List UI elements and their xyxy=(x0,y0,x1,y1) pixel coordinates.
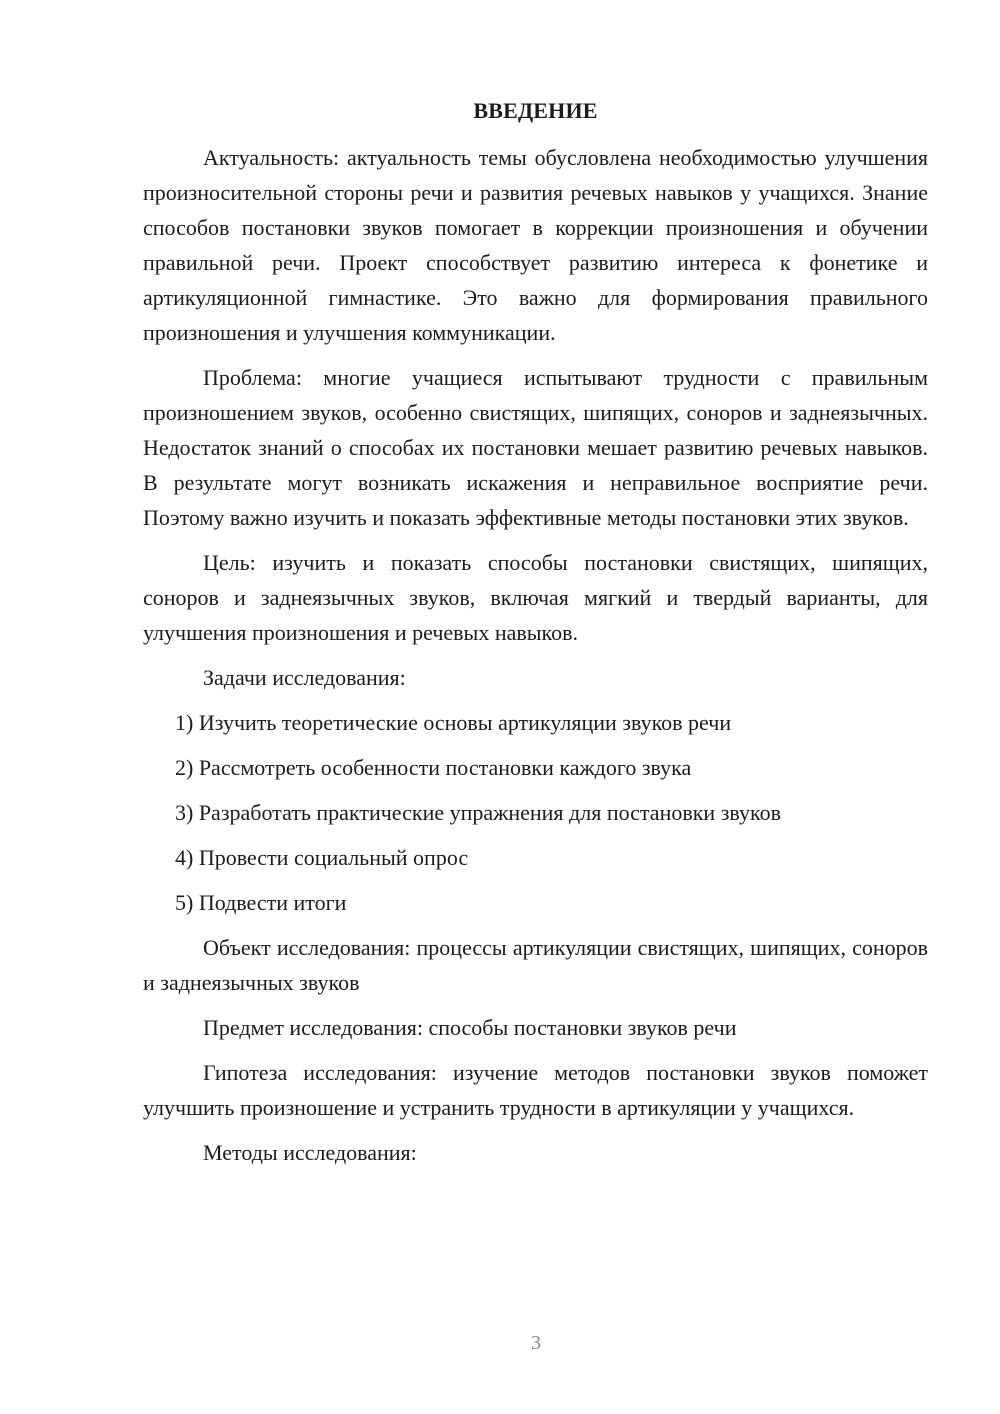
object-paragraph: Объект исследования: процессы артикуляции свистящих, шипящих, соноров и заднеязычных звуков xyxy=(143,935,928,995)
task-item: 3) Разработать практические упражнения для постановки звуков xyxy=(175,800,781,825)
task-item: 5) Подвести итоги xyxy=(175,890,347,915)
relevance-paragraph: Актуальность: актуальность темы обусловлена необходимостью улучшения произносительной стороны речи и развития речевых навыков у учащихся. Знание способов постановки звуков помогает в коррекции произношения и обучении правильной речи. Проект способствует развитию интереса к фонетике и артикуляционной гимнастике. Это важно для формирования правильного произношения и улучшения коммуникации. xyxy=(143,145,928,345)
page-number: 3 xyxy=(531,1332,541,1354)
hypothesis-paragraph: Гипотеза исследования: изучение методов постановки звуков поможет улучшить произношение и устранить трудности в артикуляции у учащихся. xyxy=(143,1060,928,1120)
task-item: 1) Изучить теоретические основы артикуляции звуков речи xyxy=(175,710,732,735)
task-list xyxy=(143,705,928,920)
document-page xyxy=(143,96,928,1180)
subject-paragraph: Предмет исследования: способы постановки звуков речи xyxy=(203,1015,737,1040)
section-heading: ВВЕДЕНИЕ xyxy=(473,98,598,123)
tasks-label: Задачи исследования: xyxy=(203,665,406,690)
problem-paragraph: Проблема: многие учащиеся испытывают трудности с правильным произношением звуков, особенно свистящих, шипящих, соноров и заднеязычных. Недостаток знаний о способах их постановки мешает развитию речевых навыков. В результате могут возникать искажения и неправильное восприятие речи. Поэтому важно изучить и показать эффективные методы постановки этих звуков. xyxy=(143,365,928,530)
goal-paragraph: Цель: изучить и показать способы постановки свистящих, шипящих, соноров и заднеязычных звуков, включая мягкий и твердый варианты, для улучшения произношения и речевых навыков. xyxy=(143,550,928,645)
task-item: 2) Рассмотреть особенности постановки каждого звука xyxy=(175,755,692,780)
task-item: 4) Провести социальный опрос xyxy=(175,845,469,870)
methods-label: Методы исследования: xyxy=(203,1140,417,1165)
